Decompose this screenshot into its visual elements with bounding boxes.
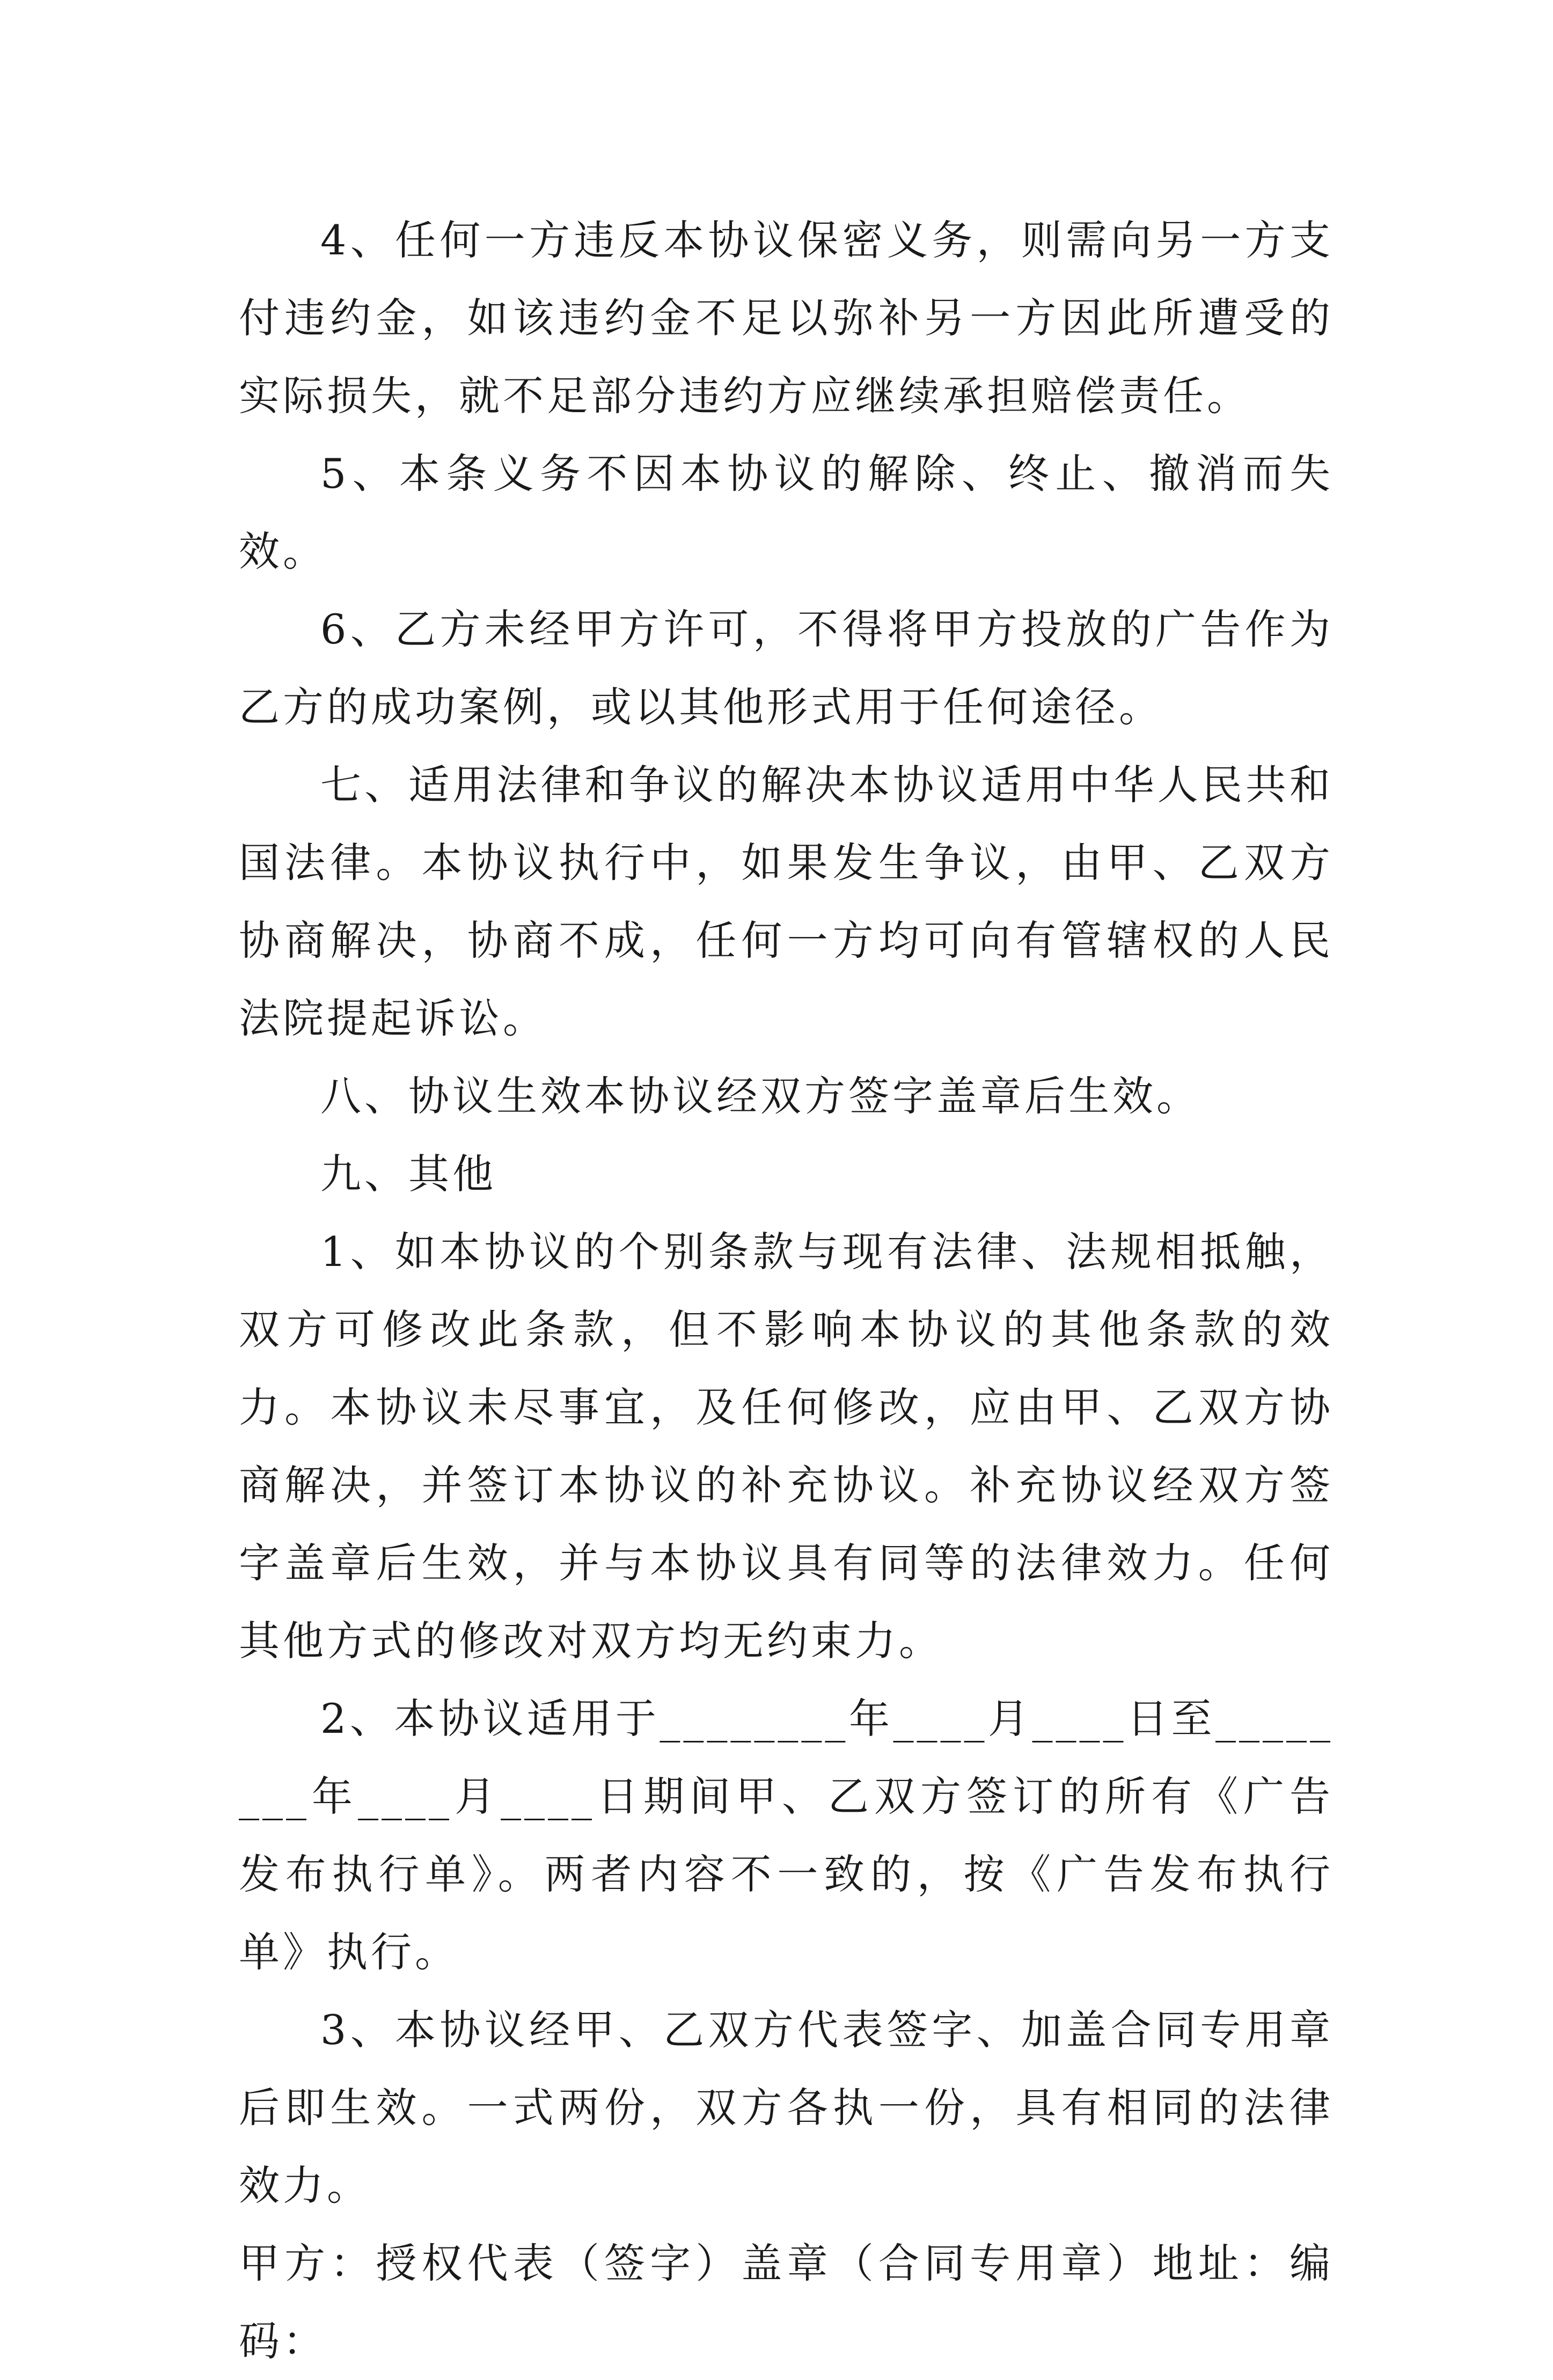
document-body	[239, 201, 1334, 2380]
section-8-effectiveness: 八、协议生效本协议经双方签字盖章后生效。	[320, 1072, 1200, 1120]
clause-6-case-study-restriction: 6、乙方未经甲方许可，不得将甲方投放的广告作为乙方的成功案例，或以其他形式用于任何途径。	[239, 605, 1334, 731]
section-9-heading: 九、其他	[320, 1150, 496, 1198]
clause-5-obligation-survival: 5、本条义务不因本协议的解除、终止、撤消而失效。	[239, 450, 1334, 575]
clause-9-2-applicable-period: 2、本协议适用于________年____月____日至________年____月____日期间甲、乙双方签订的所有《广告发布执行单》。两者内容不一致的，按《广告发布执行单》执行。	[239, 1695, 1334, 1976]
section-7-governing-law: 七、适用法律和争议的解决本协议适用中华人民共和国法律。本协议执行中，如果发生争议，由甲、乙双方协商解决，协商不成，任何一方均可向有管辖权的人民法院提起诉讼。	[239, 761, 1334, 1042]
clause-4-confidentiality-penalty: 4、任何一方违反本协议保密义务，则需向另一方支付违约金，如该违约金不足以弥补另一方因此所遭受的实际损失，就不足部分违约方应继续承担赔偿责任。	[239, 216, 1334, 420]
clause-9-1-amendments: 1、如本协议的个别条款与现有法律、法规相抵触，双方可修改此条款，但不影响本协议的其他条款的效力。本协议未尽事宜，及任何修改，应由甲、乙双方协商解决，并签订本协议的补充协议。补充协议经双方签字盖章后生效，并与本协议具有同等的法律效力。任何其他方式的修改对双方均无约束力。	[239, 1228, 1334, 1665]
clause-9-3-signing: 3、本协议经甲、乙双方代表签字、加盖合同专用章后即生效。一式两份，双方各执一份，具有相同的法律效力。	[239, 2006, 1334, 2209]
signature-line: 甲方：授权代表（签字）盖章（合同专用章）地址：编码：	[239, 2239, 1334, 2365]
